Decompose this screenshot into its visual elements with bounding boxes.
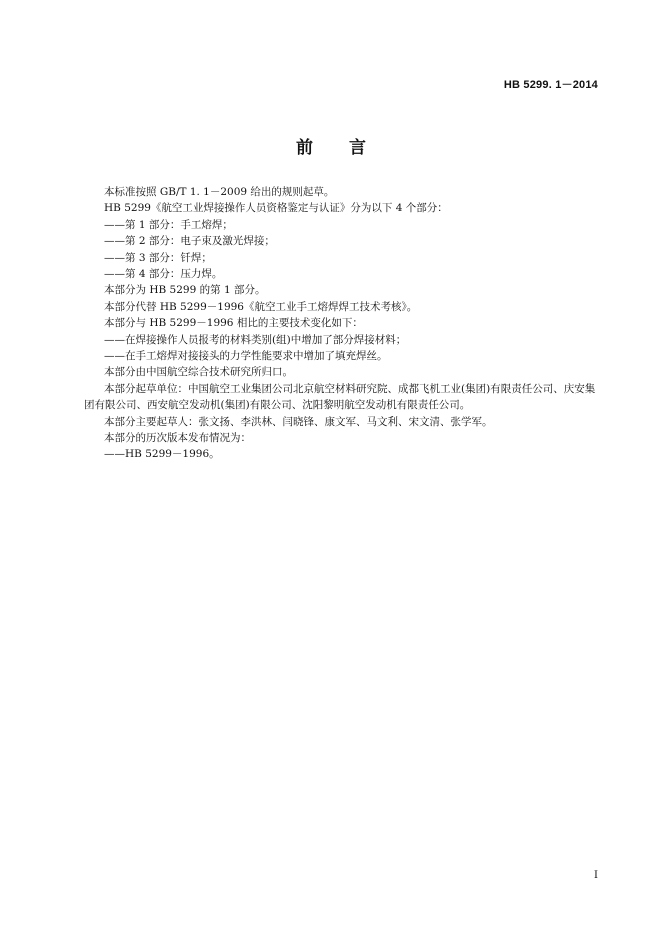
drafting-units-paragraph: 本部分起草单位：中国航空工业集团公司北京航空材料研究院、成都飞机工业(集团)有限责任公司、庆安集团有限公司、西安航空发动机(集团)有限公司、沈阳黎明航空发动机有限责任公司。: [84, 382, 596, 412]
paragraph-line: 本部分代替 HB 5299－1996《航空工业手工熔焊焊工技术考核》。: [104, 300, 418, 313]
list-item: ——第 2 部分：电子束及激光焊接；: [104, 235, 275, 248]
drafters-paragraph: 本部分主要起草人：张文扬、李洪林、闫晓锋、康文军、马文利、宋文清、张学军。: [104, 415, 493, 428]
list-item: ——第 4 部分：压力焊。: [104, 267, 223, 280]
history-item: ——HB 5299－1996。: [104, 448, 220, 461]
paragraph-line: 本部分为 HB 5299 的第 1 部分。: [104, 284, 266, 297]
list-item: ——第 1 部分：手工熔焊；: [104, 218, 233, 231]
standard-code: HB 5299. 1－2014: [503, 79, 598, 91]
page-number: I: [594, 870, 598, 881]
foreword-body: [84, 184, 600, 463]
paragraph-line: HB 5299《航空工业焊接操作人员资格鉴定与认证》分为以下 4 个部分：: [104, 202, 448, 215]
page-title: 前言: [296, 138, 402, 158]
paragraph-line: 本标准按照 GB/T 1. 1－2009 给出的规则起草。: [104, 186, 335, 198]
paragraph-line: 本部分由中国航空综合技术研究所归口。: [104, 366, 293, 379]
list-item: ——在焊接操作人员报考的材料类别(组)中增加了部分焊接材料；: [104, 333, 407, 346]
list-item: ——第 3 部分：钎焊；: [104, 251, 212, 264]
history-intro: 本部分的历次版本发布情况为：: [104, 431, 251, 444]
list-item: ——在手工熔焊对接接头的力学性能要求中增加了填充焊丝。: [104, 349, 388, 362]
paragraph-line: 本部分与 HB 5299－1996 相比的主要技术变化如下：: [104, 317, 363, 330]
